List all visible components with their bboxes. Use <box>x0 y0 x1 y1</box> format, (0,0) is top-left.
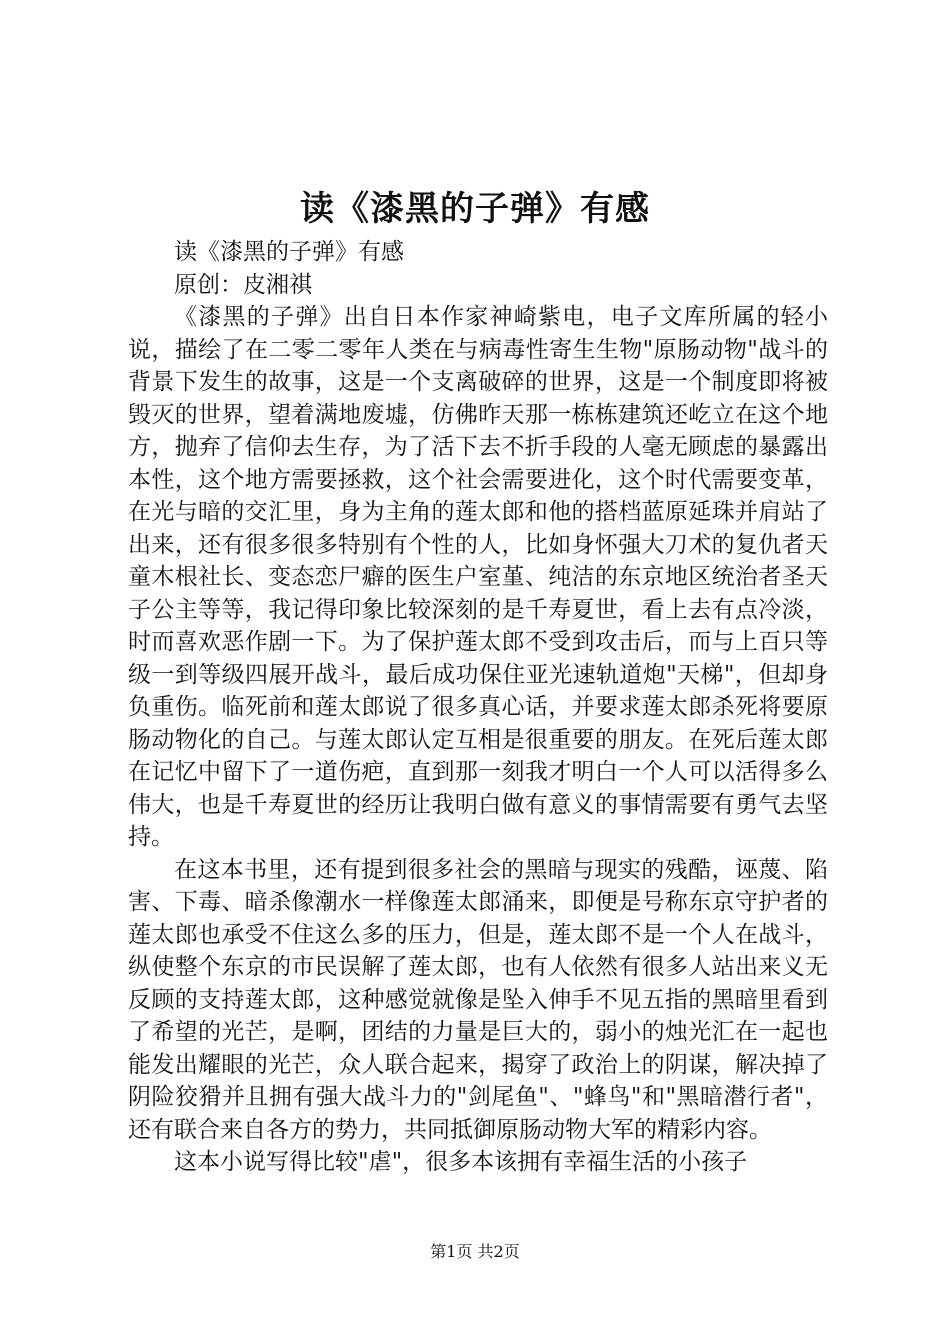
author-line: 原创：皮湘祺 <box>174 271 312 298</box>
document-title: 读《漆黑的子弹》有感 <box>300 189 650 229</box>
subtitle-line: 读《漆黑的子弹》有感 <box>174 239 404 265</box>
page-footer: 第1页 共2页 <box>430 1242 520 1261</box>
paragraph: 《漆黑的子弹》出自日本作家神崎紫电，电子文库所属的轻小说，描绘了在二零二零年人类在与病毒性寄生生物"原肠动物"战斗的背景下发生的故事，这是一个支离破碎的世界，这是一个制度即将被毁灭的世界，望着满地废墟，仿佛昨天那一栋栋建筑还屹立在这个地方，抛弃了信仰去生存，为了活下去不折手段的人毫无顾虑的暴露出本性，这个地方需要拯救，这个社会需要进化，这个时代需要变革，在光与暗的交汇里，身为主角的莲太郎和他的搭档蓝原延珠并肩站了出来，还有很多很多特别有个性的人，比如身怀强大刀术的复仇者天童木根社长、变态恋尸癖的医生户室堇、纯洁的东京地区统治者圣天子公主等等，我记得印象比较深刻的是千寿夏世，看上去有点冷淡，时而喜欢恶作剧一下。为了保护莲太郎不受到攻击后，而与上百只等级一到等级四展开战斗，最后成功保住亚光速轨道炮"天梯"，但却身负重伤。临死前和莲太郎说了很多真心话，并要求莲太郎杀死将要原肠动物化的自己。与莲太郎认定互相是很重要的朋友。在死后莲太郎在记忆中留下了一道伤疤，直到那一刻我才明白一个人可以活得多么伟大，也是千寿夏世的经历让我明白做有意义的事情需要有勇气去坚持。 <box>128 304 828 850</box>
paragraph: 在这本书里，还有提到很多社会的黑暗与现实的残酷，诬蔑、陷害、下毒、暗杀像潮水一样像莲太郎涌来，即便是号称东京守护者的莲太郎也承受不住这么多的压力，但是，莲太郎不是一个人在战斗，纵使整个东京的市民误解了莲太郎，也有人依然有很多人站出来义无反顾的支持莲太郎，这种感觉就像是坠入伸手不见五指的黑暗里看到了希望的光芒，是啊，团结的力量是巨大的，弱小的烛光汇在一起也能发出耀眼的光芒，众人联合起来，揭穿了政治上的阴谋，解决掉了阴险狡猾并且拥有强大战斗力的"剑尾鱼"、"蜂鸟"和"黑暗潜行者"，还有联合来自各方的势力，共同抵御原肠动物大军的精彩内容。 <box>128 856 828 1143</box>
document-body <box>128 236 828 1179</box>
paragraph: 这本小说写得比较"虐"，很多本该拥有幸福生活的小孩子 <box>174 1149 748 1175</box>
